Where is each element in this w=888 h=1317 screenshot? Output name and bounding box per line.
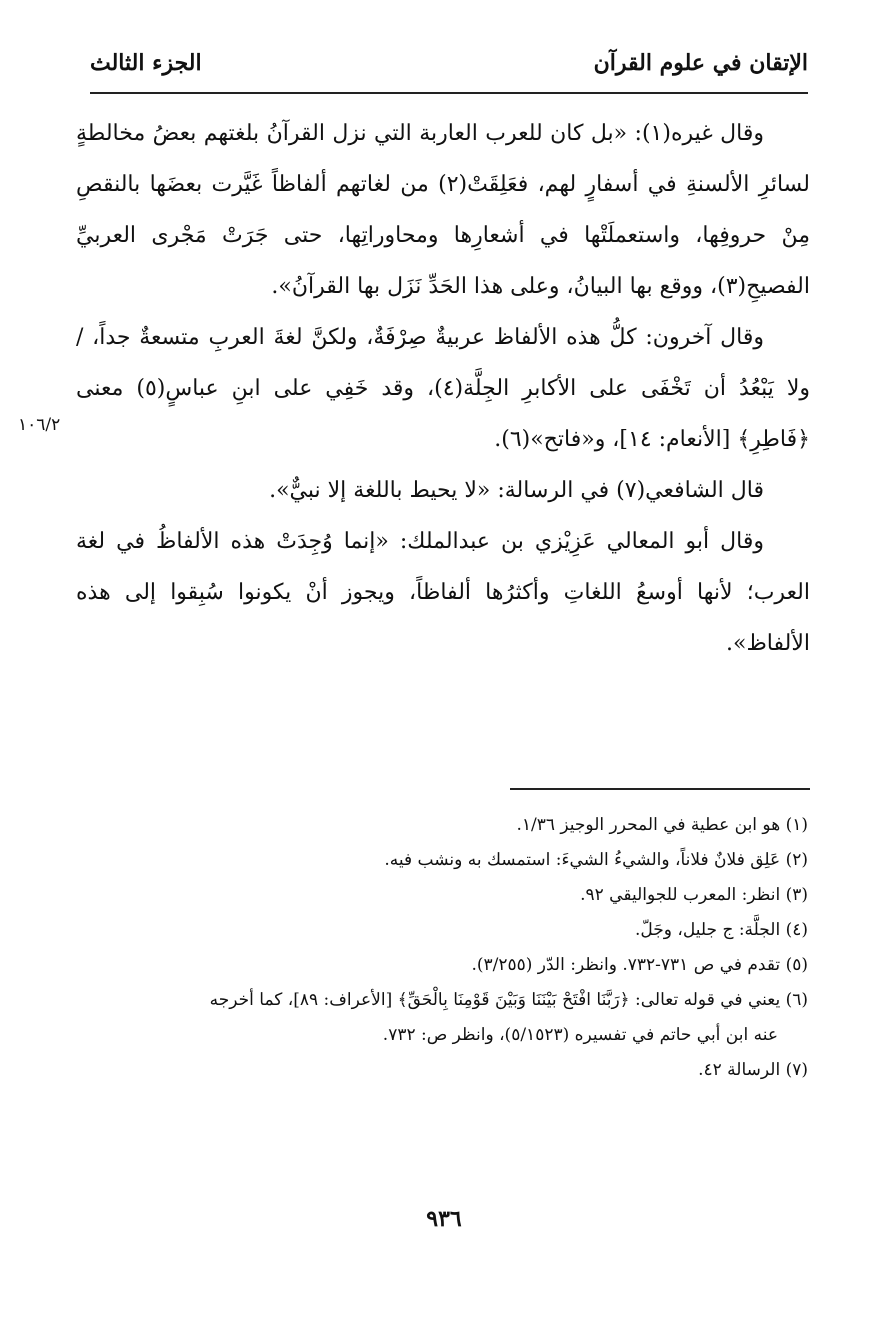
book-title: الإتقان في علوم القرآن (593, 50, 808, 76)
footnote: (٤) الجلَّة: ج جليل، وجَلّ. (635, 920, 808, 940)
volume-label: الجزء الثالث (90, 50, 202, 76)
footnote: (٣) انظر: المعرب للجواليقي ٩٢. (580, 885, 808, 905)
footnote: (٦) يعني في قوله تعالى: ﴿رَبَّنَا افْتَحْ بَيْنَنَا وَبَيْنَ قَوْمِنَا بِالْحَقِّ﴾ [الأعراف: ٨٩]، كما أخرجه (209, 990, 808, 1010)
footnotes (78, 808, 808, 1088)
footnote: (٢) عَلِق فلانٌ فلاناً، والشيءُ الشيءَ: استمسك به ونشب فيه. (384, 850, 808, 870)
footnote: (٧) الرسالة ٤٢. (698, 1060, 808, 1080)
footnote: (١) هو ابن عطية في المحرر الوجيز ١/٣٦. (516, 815, 808, 835)
margin-page-reference: ١٠٦/٢ (18, 415, 61, 435)
footnote-divider (510, 788, 810, 790)
paragraph: وقال أبو المعالي عَزِيْزي بن عبدالملك: «إنما وُجِدَتْ هذه الألفاظُ في لغة العرب؛ لأنها أوسعُ اللغاتِ وأكثرُها ألفاظاً، ويجوز أنْ يكونوا سُبِقوا إلى هذه الألفاظ». (76, 529, 810, 656)
paragraph: وقال غيره(١): «بل كان للعرب العاربة التي نزل القرآنُ بلغتهم بعضُ مخالطةٍ لسائرِ الألسنةِ في أسفارٍ لهم، فعَلِقَتْ(٢) من لغاتهم ألفاظاً غَيَّرت بعضَها بالنقصِ مِنْ حروفِها، واستعملَتْها في أشعارِها ومحاوراتِها، حتى جَرَتْ مَجْرى العربيِّ الفصيحِ(٣)، ووقع بها البيانُ، وعلى هذا الحَدِّ نَزَل بها القرآنُ». (76, 121, 810, 299)
page-number: ٩٣٦ (426, 1206, 462, 1232)
main-text (76, 108, 810, 669)
footnote-continuation: عنه ابن أبي حاتم في تفسيره (٥/١٥٢٣)، وانظر ص: ٧٣٢. (382, 1025, 778, 1045)
paragraph: قال الشافعي(٧) في الرسالة: «لا يحيط باللغة إلا نبيٌّ». (269, 478, 764, 503)
footnote: (٥) تقدم في ص ٧٣١-٧٣٢. وانظر: الدّر (٣/٢٥٥). (471, 955, 808, 975)
running-header (90, 42, 808, 94)
paragraph: وقال آخرون: كلُّ هذه الألفاظ عربيةٌ صِرْفَةٌ، ولكنَّ لغةَ العربِ متسعةٌ جداً، / ولا يَبْعُدُ أن تَخْفَى على الأكابرِ الجِلَّة(٤)، وقد خَفِي على ابنِ عباسٍ(٥) معنى ﴿فَاطِرِ﴾ [الأنعام: ١٤]، و«فاتح»(٦). (76, 325, 811, 452)
